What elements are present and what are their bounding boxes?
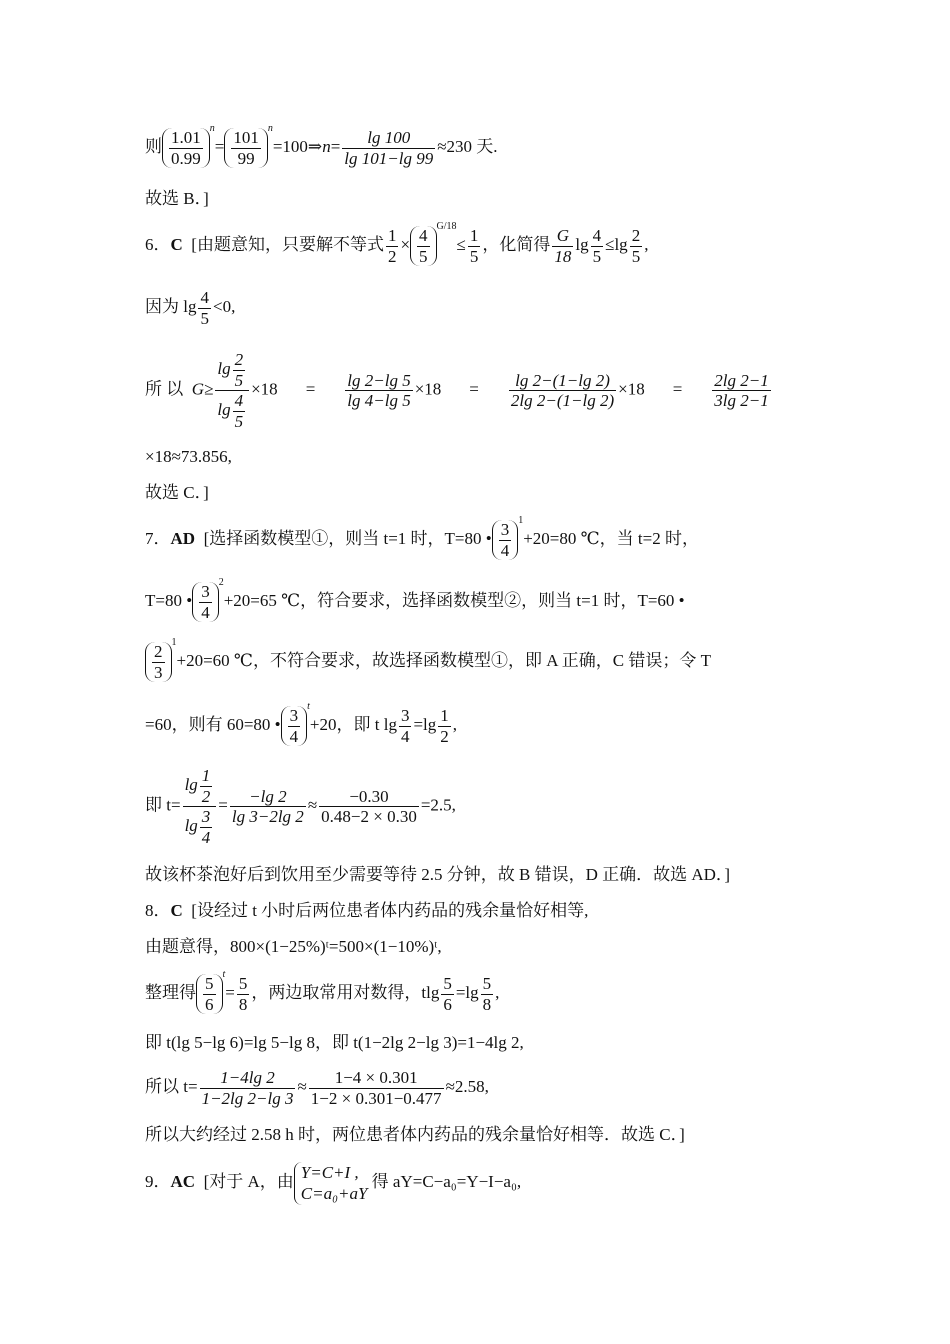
q7-line-2: T=80 • $\frac{3}{4}$ $^2$+20=65 ℃，符合要求，选择函数模型②，则当 t=1 时，T=60 • xyxy=(145,577,685,622)
q7-line-3: $\frac{2}{3}$ $^1$+20=60 ℃，不符合要求，故选择函数模型①，即 A 正确，C 错误；令 T xyxy=(145,642,711,682)
q8-line-4: 即 t(lg 5−lg 6)=lg 5−lg 8，即 t(1−2lg 2−lg 3)=1−4lg 2, xyxy=(145,1033,524,1052)
q7-line-1: 7．AD [选择函数模型①，则当 t=1 时，T=80 • $\frac{3}{4}$ $^1$+20=80 ℃，当 t=2 时， xyxy=(145,515,699,560)
line-1: 则 $\frac{1.01}{0.99}$ $^n$= $\frac{101}{99}$ $^n$=100⇒n= $\frac{\lg 100}{\lg 101-\lg 99}$ ≈230 天. xyxy=(145,123,498,168)
q6-line-3: 所 以 G≥ lg $\frac{2}{5}$ lg $\frac{4}{5}$ ×18 = $\frac{\lg 2-\lg 5}{\lg 4-\lg 5}$ ×18 = $\frac{\lg 2-(1-\lg 2)}{2\lg 2-(1-\lg 2)}$ ×18 = $\frac{2\lg 2-1}{3\lg 2-1}$ xyxy=(145,350,769,431)
q8-line-3: 整理得 $\frac{5}{6}$ $^t$= $\frac{5}{8}$ ，两边取常用对数得，tlg $\frac{5}{6}$ =lg $\frac{5}{8}$ , xyxy=(145,969,500,1014)
q7-line-6: 故该杯茶泡好后到饮用至少需要等待 2.5 分钟，故 B 错误，D 正确．故选 AD．] xyxy=(145,865,731,884)
q8-line-6: 所以大约经过 2.58 h 时，两位患者体内药品的残余量恰好相等．故选 C．] xyxy=(145,1125,685,1144)
q6-line-4: ×18≈73.856, xyxy=(145,447,232,466)
equation-system: Y=C+I , C=a₀+aY xyxy=(294,1162,368,1205)
q6-line-1: 6．C [由题意知，只要解不等式 $\frac{1}{2}$ × $\frac{4}{5}$ $^{G/18}$≤ $\frac{1}{5}$ ，化简得 $\frac{G}{18}$ lg $\frac{4}{5}$ ≤lg $\frac{2}{5}$ , xyxy=(145,221,649,266)
line-2: 故选 B．] xyxy=(145,189,209,208)
q7-line-4: =60，则有 60=80 • $\frac{3}{4}$ $^t$+20，即 t lg $\frac{3}{4}$ =lg $\frac{1}{2}$ , xyxy=(145,701,458,746)
q8-line-2: 由题意得，800×(1−25%)ᵗ=500×(1−10%)ᵗ, xyxy=(145,937,442,956)
q6-line-2: 因为 lg $\frac{4}{5}$ <0, xyxy=(145,288,236,328)
q8-line-5: 所以 t= $\frac{1-4\lg 2}{1-2\lg 2-\lg 3}$ ≈ $\frac{1-4 \times 0.301}{1-2 \times 0.301-0.477}$ ≈2.58, xyxy=(145,1068,489,1108)
q7-line-5: 即 t= lg $\frac{1}{2}$ lg $\frac{3}{4}$ = $\frac{-\lg 2}{\lg 3-2\lg 2}$ ≈ $\frac{-0.30}{0.48-2 \times 0.30}$ =2.5, xyxy=(145,766,456,847)
q6-line-5: 故选 C．] xyxy=(145,483,209,502)
q8-line-1: 8．C [设经过 t 小时后两位患者体内药品的残余量恰好相等, xyxy=(145,901,589,920)
q9-line-1: 9．AC [对于 A，由 Y=C+I , C=a₀+aY 得 aY=C−a₀=Y−I−a₀, xyxy=(145,1163,522,1204)
